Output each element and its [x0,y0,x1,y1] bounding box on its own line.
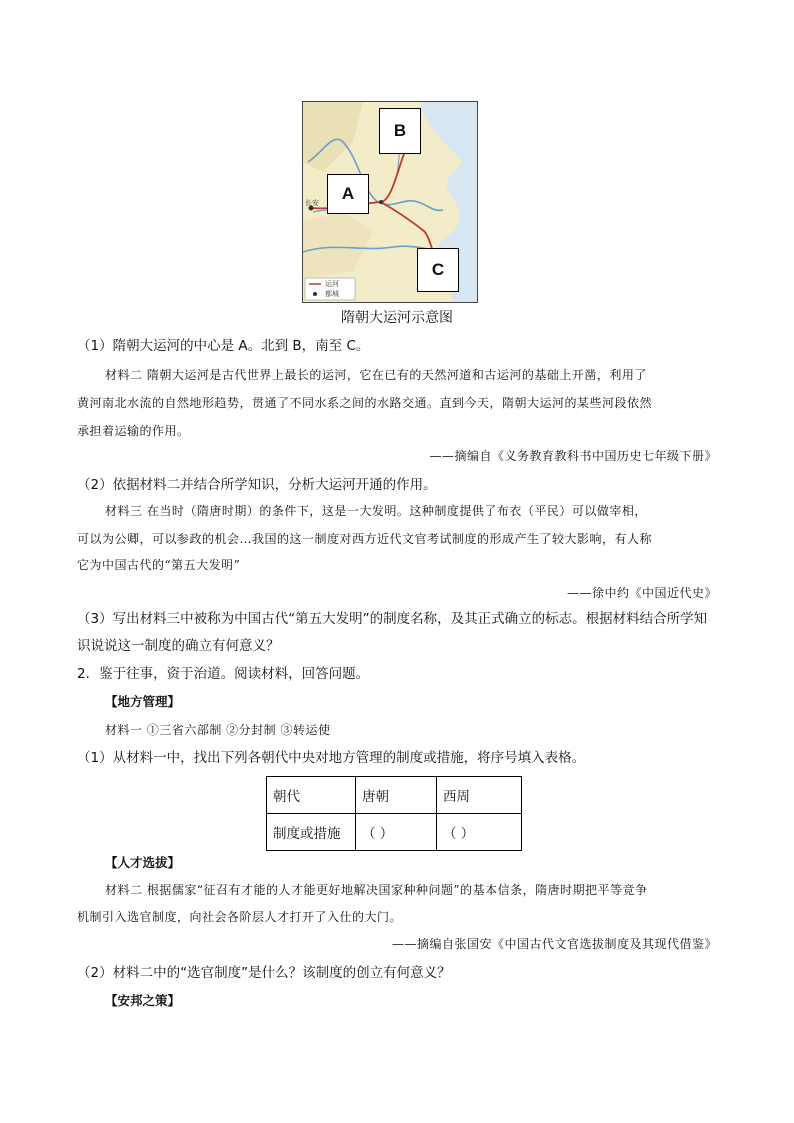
question-2-1: （1）从材料一中，找出下列各朝代中央对地方管理的制度或措施，将序号填入表格。 [77,750,586,766]
map-legend-capital: 都城 [325,290,339,298]
question-2-material-2-line-1: 材料二 根据儒家“征召有才能的人才能更好地解决国家种种问题”的基本信条，隋唐时期把平等竞争 [105,883,648,897]
question-2-material-2-source: ——摘编自张国安《中国古代文官选拔制度及其现代借鉴》 [391,937,717,951]
table-cell[interactable]: （ ） [437,814,522,851]
question-2-material-2-line-2: 机制引入选官制度，向社会各阶层人才打开了入仕的大门。 [77,910,403,924]
question-1-1: （1）隋朝大运河的中心是 A。北到 B，南至 C。 [77,338,370,354]
map-city-label: 长安 [305,199,319,207]
map-legend-canal: 运河 [325,280,339,288]
answer-table [266,776,522,851]
material-3-source: ——徐中约《中国近代史》 [566,586,717,600]
table-cell: 唐朝 [356,777,437,814]
question-2-intro: 2．鉴于往事，资于治道。阅读材料，回答问题。 [77,666,370,682]
question-1-2: （2）依据材料二并结合所学知识，分析大运河开通的作用。 [77,477,437,493]
table-row [267,777,522,814]
question-2-2: （2）材料二中的“选官制度”是什么？该制度的创立有何意义？ [77,965,451,981]
section-talent-selection: 【人才选拔】 [105,855,181,870]
map-label-b: B [379,108,421,154]
table-cell: 制度或措施 [267,814,356,851]
grand-canal-map [302,101,478,303]
map-caption: 隋朝大运河示意图 [341,310,453,326]
section-security-policy: 【安邦之策】 [105,993,181,1008]
material-2-source: ——摘编自《义务教育教科书中国历史七年级下册》 [429,449,717,463]
map-label-a: A [327,174,369,214]
material-2-line-2: 黄河南北水流的自然地形趋势，贯通了不同水系之间的水路交通。直到今天，隋朝大运河的某些河段依然 [77,396,653,410]
table-cell[interactable]: （ ） [356,814,437,851]
table-row [267,814,522,851]
question-1-3-line-1: （3）写出材料三中被称为中国古代“第五大发明”的制度名称，及其正式确立的标志。根据材料结合所学知 [77,611,708,627]
table-cell: 朝代 [267,777,356,814]
map-label-c: C [417,248,459,292]
material-3-line-3: 它为中国古代的“第五大发明” [77,558,241,572]
material-2-line-3: 承担着运输的作用。 [77,424,190,438]
material-3-line-2: 可以为公卿，可以参政的机会…我国的这一制度对西方近代文官考试制度的形成产生了较大影响，有人称 [77,532,653,546]
question-1-3-line-2: 识说说这一制度的确立有何意义？ [77,638,280,654]
section-local-management: 【地方管理】 [105,694,181,709]
table-cell: 西周 [437,777,522,814]
material-3-line-1: 材料三 在当时（隋唐时期）的条件下，这是一大发明。这种制度提供了布衣（平民）可以做宰相， [105,504,647,518]
question-2-material-1: 材料一 ①三省六部制 ②分封制 ③转运使 [105,723,331,737]
material-2-line-1: 材料二 隋朝大运河是古代世界上最长的运河，它在已有的天然河道和古运河的基础上开凿，利用了 [105,368,647,382]
